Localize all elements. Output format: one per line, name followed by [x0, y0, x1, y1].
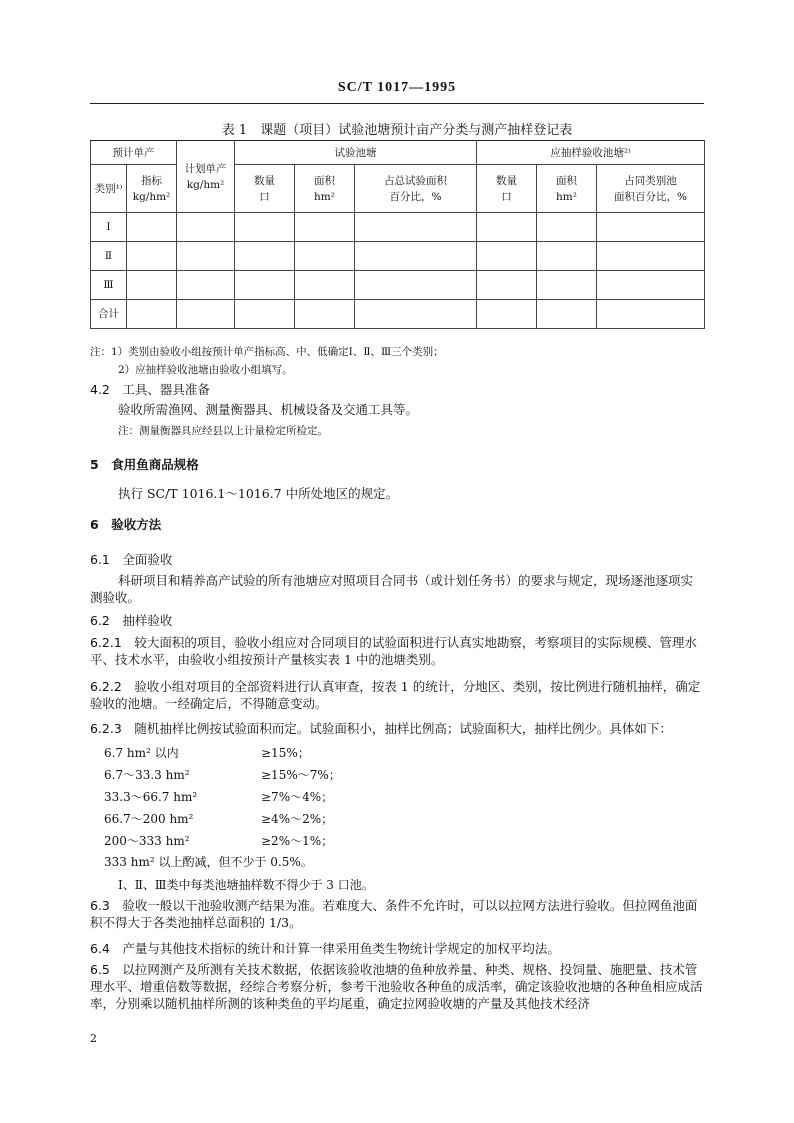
section-6-3-number: 6.3 [90, 898, 110, 913]
rate-ratio-3: ≥7%～4%； [261, 790, 334, 804]
row-label-2: Ⅱ [91, 242, 127, 271]
header-pct-total-label: 占总试验面积 [384, 174, 447, 187]
rate-area-5: 200～333 hm² [104, 834, 190, 848]
header-pct-same-label: 占同类别池 [624, 174, 677, 187]
section-6-2-3-number: 6.2.3 [90, 721, 122, 736]
header-area-2-unit: hm² [556, 190, 577, 203]
section-4-2-body: 验收所需渔网、测量衡器具、机械设备及交通工具等。 [118, 402, 419, 417]
section-4-2-title: 4.2 工具、器具准备 [90, 382, 210, 397]
header-indicator-label: 指标 [141, 174, 162, 187]
header-count-2-label: 数量 [496, 174, 518, 187]
section-6-2-3 [90, 720, 704, 737]
header-indicator [127, 165, 177, 213]
section-6-5-body: 以拉网测产及所测有关技术数据，依据该验收池塘的鱼种放养量、种类、规格、投饲量、施肥量、技术管理水平、增重倍数等数据，经综合考察分析，参考干池验收各种鱼的成活率，确定该验收池塘的各种鱼相应成活率，分别乘以随机抽样所测的该种类鱼的平均尾重，确定拉网验收塘的产量及其他技术经济 [90, 962, 703, 1011]
header-count-unit: 口 [259, 190, 270, 203]
section-5-body: 执行 SC/T 1016.1～1016.7 中所处地区的规定。 [118, 486, 399, 501]
section-5-title: 5 食用鱼商品规格 [90, 457, 199, 472]
section-6-4-body: 产量与其他技术指标的统计和计算一律采用鱼类生物统计学规定的加权平均法。 [122, 941, 560, 956]
header-pct-total [355, 165, 477, 213]
page-number: 2 [90, 1032, 97, 1045]
header-sample-ponds: 应抽样验收池塘²⁾ [477, 141, 705, 165]
standard-header: SC/T 1017—1995 [337, 80, 457, 95]
header-planned-yield-label: 计划单产 [184, 162, 227, 175]
rate-last: 333 hm² 以上酌减，但不少于 0.5%。 [104, 855, 313, 869]
rate-area-4: 66.7～200 hm² [104, 812, 194, 826]
header-count-2-unit: 口 [501, 190, 512, 203]
header-planned-yield-unit: kg/hm² [186, 178, 225, 191]
section-6-2-1 [90, 634, 704, 668]
section-6-2-2-body: 验收小组对项目的全部资料进行认真审查，按表 1 的统计，分地区、类别，按比例进行随机抽样，确定验收的池塘。一经确定后，不得随意变动。 [90, 679, 701, 711]
header-count [235, 165, 295, 213]
header-area-unit: hm² [314, 190, 335, 203]
section-6-1-body: 科研项目和精养高产试验的所有池塘应对照项目合同书（或计划任务书）的要求与规定，现场逐池逐项实测验收。 [90, 573, 694, 605]
section-6-2-1-body: 较大面积的项目，验收小组应对合同项目的试验面积进行认真实地勘察，考察项目的实际规模、管理水平、技术水平，由验收小组按预计产量核实表 1 中的池塘类别。 [90, 635, 697, 667]
header-planned-yield [177, 141, 235, 213]
header-pct-same [597, 165, 705, 213]
rate-area-2: 6.7～33.3 hm² [104, 768, 190, 782]
header-area-2-label: 面积 [556, 174, 578, 187]
section-6-4 [90, 940, 704, 957]
section-6-2-title: 6.2 抽样验收 [90, 613, 173, 628]
table-note-1: 注：1）类别由验收小组按预计单产指标高、中、低确定Ⅰ、Ⅱ、Ⅲ三个类别； [90, 346, 444, 358]
header-rule [90, 103, 704, 104]
section-6-3 [90, 897, 704, 931]
header-test-ponds: 试验池塘 [235, 141, 477, 165]
rate-ratio-1: ≥15%； [261, 746, 310, 760]
header-pct-total-unit: 百分比，% [389, 190, 442, 203]
section-6-3-body: 验收一般以干池验收测产结果为准。若难度大、条件不允许时，可以以拉网方法进行验收。但拉网鱼池面积不得大于各类池抽样总面积的 1/3。 [90, 898, 698, 930]
table-row [91, 213, 705, 242]
rate-ratio-4: ≥4%～2%； [261, 812, 334, 826]
table-row [91, 271, 705, 300]
header-pct-same-unit: 面积百分比，% [614, 190, 688, 203]
rate-ratio-5: ≥2%～1%； [261, 834, 334, 848]
row-label-1: Ⅰ [91, 213, 127, 242]
rate-minimum: Ⅰ、Ⅱ、Ⅲ类中每类池塘抽样数不得少于 3 口池。 [118, 878, 374, 892]
section-6-2-1-number: 6.2.1 [90, 635, 122, 650]
row-label-total: 合计 [91, 300, 127, 329]
section-6-5 [90, 961, 704, 1012]
section-6-2-2 [90, 678, 704, 712]
rate-area-1: 6.7 hm² 以内 [104, 746, 179, 760]
section-4-2-note: 注：测量衡器具应经县以上计量检定所检定。 [118, 425, 328, 437]
section-6-5-number: 6.5 [90, 962, 110, 977]
section-6-1-title: 6.1 全面验收 [90, 552, 173, 567]
row-label-3: Ⅲ [91, 271, 127, 300]
section-6-title: 6 验收方法 [90, 517, 162, 532]
rate-ratio-2: ≥15%～7%； [261, 768, 341, 782]
header-predicted-yield: 预计单产 [91, 141, 177, 165]
section-6-2-2-number: 6.2.2 [90, 679, 122, 694]
section-6-4-number: 6.4 [90, 941, 110, 956]
table-row [91, 300, 705, 329]
header-count-label: 数量 [254, 174, 275, 187]
header-category: 类别¹⁾ [91, 165, 127, 213]
rate-area-3: 33.3～66.7 hm² [104, 790, 198, 804]
header-count-2 [477, 165, 537, 213]
header-area-2 [537, 165, 597, 213]
registration-table [90, 140, 705, 329]
table-note-2: 2）应抽样验收池塘由验收小组填写。 [118, 364, 293, 376]
section-6-2-3-body: 随机抽样比例按试验面积而定。试验面积小，抽样比例高；试验面积大，抽样比例少。具体如下： [134, 721, 672, 736]
header-area [295, 165, 355, 213]
table-title: 表 1 课题（项目）试验池塘预计亩产分类与测产抽样登记表 [221, 123, 573, 138]
header-indicator-unit: kg/hm² [132, 190, 171, 203]
table-row [91, 242, 705, 271]
header-area-label: 面积 [314, 174, 335, 187]
